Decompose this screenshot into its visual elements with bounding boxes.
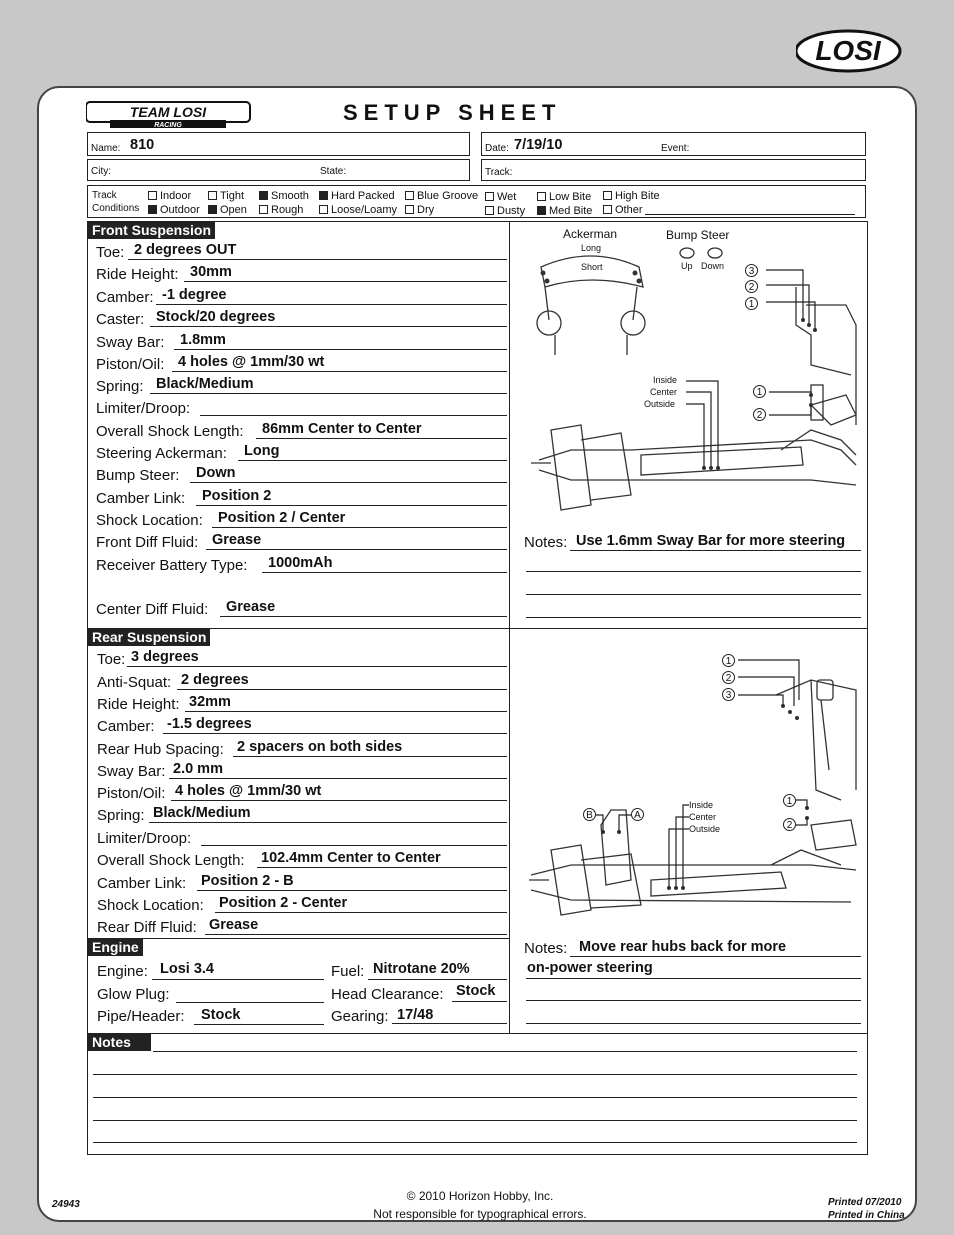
rear-diagram-art bbox=[511, 640, 866, 930]
rear-row-line[interactable] bbox=[205, 934, 507, 935]
front-row-line[interactable] bbox=[206, 549, 507, 550]
rear-notes-line bbox=[526, 1023, 861, 1024]
engine-notes-divider bbox=[87, 1033, 868, 1034]
rear-row-label: Spring: bbox=[97, 807, 145, 824]
rear-row-label: Rear Hub Spacing: bbox=[97, 741, 224, 758]
rear-row-value: 2 spacers on both sides bbox=[237, 739, 403, 755]
condition-option[interactable] bbox=[603, 190, 660, 202]
conditions-label-2: Conditions bbox=[92, 203, 140, 214]
city-label: City: bbox=[91, 166, 111, 177]
fuel-line bbox=[368, 979, 507, 980]
rear-row-value: 2 degrees bbox=[181, 672, 249, 688]
front-position-2-marker: 2 bbox=[745, 280, 758, 293]
copyright: © 2010 Horizon Hobby, Inc. bbox=[406, 1189, 554, 1203]
rear-engine-divider bbox=[87, 938, 509, 939]
svg-text:TEAM LOSI: TEAM LOSI bbox=[129, 104, 207, 120]
rear-row-label: Shock Location: bbox=[97, 897, 204, 914]
ackerman-short-label: Short bbox=[581, 262, 603, 272]
bump-steer-label: Bump Steer bbox=[666, 228, 730, 242]
front-row-line[interactable] bbox=[184, 281, 507, 282]
engine-label: Engine: bbox=[97, 963, 148, 980]
condition-option[interactable] bbox=[148, 190, 191, 202]
rear-row-label: Ride Height: bbox=[97, 696, 180, 713]
condition-option[interactable] bbox=[485, 205, 525, 217]
front-notes-value: Use 1.6mm Sway Bar for more steering bbox=[576, 533, 846, 549]
condition-option-label: Indoor bbox=[160, 190, 192, 202]
name-value: 810 bbox=[130, 137, 155, 153]
front-inside-label: Inside bbox=[653, 375, 678, 385]
bump-down-label: Down bbox=[701, 261, 725, 271]
rear-position-2-marker: 2 bbox=[722, 671, 735, 684]
front-row-value: Long bbox=[244, 443, 280, 459]
front-row-label: Camber Link: bbox=[96, 490, 186, 507]
rear-row-line[interactable] bbox=[127, 666, 507, 667]
rear-row-line[interactable] bbox=[233, 756, 507, 757]
front-row-value: Down bbox=[196, 465, 236, 481]
rear-row-label: Limiter/Droop: bbox=[97, 830, 192, 847]
front-row-label: Limiter/Droop: bbox=[96, 400, 191, 417]
ackerman-long-label: Long bbox=[581, 243, 602, 253]
front-row-label: Piston/Oil: bbox=[96, 356, 165, 373]
front-row-label: Overall Shock Length: bbox=[96, 423, 244, 440]
front-suspension-heading: Front Suspension bbox=[88, 222, 215, 239]
checkbox-icon[interactable] bbox=[405, 205, 414, 214]
condition-option[interactable] bbox=[148, 204, 200, 216]
checkbox-icon[interactable] bbox=[485, 192, 494, 201]
rear-row-label: Camber: bbox=[97, 718, 155, 735]
checkbox-checked-icon[interactable] bbox=[148, 205, 157, 214]
team-losi-logo bbox=[86, 100, 254, 130]
head-clearance-value: Stock bbox=[456, 983, 496, 999]
notes-line[interactable] bbox=[93, 1120, 857, 1121]
checkbox-checked-icon[interactable] bbox=[537, 206, 546, 215]
track-field[interactable] bbox=[481, 159, 866, 181]
front-center-label: Center bbox=[650, 387, 678, 397]
checkbox-icon[interactable] bbox=[259, 205, 268, 214]
front-notes-line bbox=[570, 550, 861, 551]
state-label: State: bbox=[320, 166, 347, 177]
rear-row-label: Piston/Oil: bbox=[97, 785, 166, 802]
name-label: Name: bbox=[91, 143, 121, 154]
front-row-value: Black/Medium bbox=[156, 376, 254, 392]
event-label: Event: bbox=[661, 143, 690, 154]
checkbox-icon[interactable] bbox=[148, 191, 157, 200]
ackerman-label: Ackerman bbox=[563, 227, 618, 241]
checkbox-checked-icon[interactable] bbox=[319, 191, 328, 200]
rear-row-value: 3 degrees bbox=[131, 649, 199, 665]
front-row-line[interactable] bbox=[196, 505, 507, 506]
gearing-label: Gearing: bbox=[331, 1008, 389, 1025]
rear-row-value: 4 holes @ 1mm/30 wt bbox=[175, 783, 322, 799]
front-position-1-marker: 1 bbox=[745, 297, 758, 310]
condition-option-label: Outdoor bbox=[160, 204, 200, 216]
rear-row-label: Overall Shock Length: bbox=[97, 852, 245, 869]
front-row-label: Shock Location: bbox=[96, 512, 203, 529]
condition-option[interactable] bbox=[319, 204, 397, 216]
notes-line[interactable] bbox=[93, 1142, 857, 1143]
bump-up-label: Up bbox=[681, 261, 693, 271]
rear-row-line[interactable] bbox=[163, 733, 507, 734]
condition-option-label: Blue Groove bbox=[417, 190, 479, 202]
losi-logo bbox=[796, 28, 906, 74]
rear-camber-b-marker: B bbox=[583, 808, 596, 821]
condition-option[interactable] bbox=[537, 191, 591, 203]
rear-row-line[interactable] bbox=[257, 867, 507, 868]
front-row-label: Receiver Battery Type: bbox=[96, 557, 248, 574]
front-row-label: Center Diff Fluid: bbox=[96, 601, 209, 618]
checkbox-icon[interactable] bbox=[208, 191, 217, 200]
front-row-line[interactable] bbox=[128, 259, 507, 260]
rear-center-label: Center bbox=[689, 812, 717, 822]
front-row-value: 1000mAh bbox=[268, 555, 333, 571]
condition-option[interactable] bbox=[405, 204, 434, 216]
condition-option[interactable] bbox=[485, 191, 516, 203]
front-row-value: 1.8mm bbox=[180, 332, 226, 348]
front-outside-label: Outside bbox=[644, 399, 676, 409]
rear-row-label: Rear Diff Fluid: bbox=[97, 919, 197, 936]
rear-notes-value-2: on-power steering bbox=[527, 960, 653, 976]
notes-line[interactable] bbox=[93, 1097, 857, 1098]
rear-row-value: Grease bbox=[209, 917, 259, 933]
front-position-3-marker: 3 bbox=[745, 264, 758, 277]
front-row-label: Spring: bbox=[96, 378, 144, 395]
condition-option[interactable] bbox=[259, 204, 303, 216]
condition-option[interactable] bbox=[208, 190, 244, 202]
rear-row-value: 102.4mm Center to Center bbox=[261, 850, 441, 866]
front-row-line[interactable] bbox=[256, 438, 507, 439]
condition-option[interactable] bbox=[208, 204, 247, 216]
front-row-label: Sway Bar: bbox=[96, 334, 165, 351]
glow-plug-label: Glow Plug: bbox=[97, 986, 170, 1003]
condition-option-label: Wet bbox=[497, 191, 517, 203]
rear-suspension-diagram bbox=[511, 640, 866, 930]
fuel-label: Fuel: bbox=[331, 963, 365, 980]
front-row-line[interactable] bbox=[200, 415, 507, 416]
front-row-label: Toe: bbox=[96, 244, 125, 261]
front-row-line[interactable] bbox=[220, 616, 507, 617]
notes-heading: Notes bbox=[88, 1034, 151, 1051]
condition-option[interactable] bbox=[259, 190, 309, 202]
rear-row-value: 32mm bbox=[189, 694, 231, 710]
date-label: Date: bbox=[485, 143, 509, 154]
engine-line bbox=[152, 979, 324, 980]
front-notes-line bbox=[526, 571, 861, 572]
head-clearance-label: Head Clearance: bbox=[331, 986, 444, 1003]
condition-option-label: Loose/Loamy bbox=[331, 204, 398, 216]
front-row-label: Camber: bbox=[96, 289, 154, 306]
notes-line[interactable] bbox=[93, 1074, 857, 1075]
rear-row-line[interactable] bbox=[177, 689, 507, 690]
printed-date: Printed 07/2010 bbox=[828, 1197, 902, 1208]
checkbox-icon[interactable] bbox=[603, 205, 612, 214]
svg-text:LOSI: LOSI bbox=[815, 35, 881, 66]
condition-option-label: Hard Packed bbox=[331, 190, 395, 202]
printed-in: Printed in China bbox=[828, 1210, 905, 1221]
rear-shock-1-marker: 1 bbox=[783, 794, 796, 807]
rear-outside-label: Outside bbox=[689, 824, 721, 834]
condition-option[interactable] bbox=[537, 205, 592, 217]
rear-row-label: Sway Bar: bbox=[97, 763, 166, 780]
front-notes-line bbox=[526, 617, 861, 618]
front-row-value: Grease bbox=[212, 532, 262, 548]
rear-notes-line bbox=[526, 1000, 861, 1001]
rear-notes-label: Notes: bbox=[524, 940, 568, 957]
condition-option-label: Rough bbox=[271, 204, 304, 216]
checkbox-icon[interactable] bbox=[603, 191, 612, 200]
condition-option-label: Dry bbox=[417, 204, 435, 216]
rear-shock-2-marker: 2 bbox=[783, 818, 796, 831]
rear-row-line[interactable] bbox=[197, 890, 507, 891]
rear-row-label: Camber Link: bbox=[97, 875, 187, 892]
glow-plug-line bbox=[176, 1002, 324, 1003]
rear-row-line[interactable] bbox=[201, 845, 507, 846]
condition-option[interactable] bbox=[405, 190, 478, 202]
checkbox-icon[interactable] bbox=[537, 192, 546, 201]
rear-notes-line bbox=[570, 956, 861, 957]
front-shock-2-marker: 2 bbox=[753, 408, 766, 421]
front-row-label: Steering Ackerman: bbox=[96, 445, 227, 462]
checkbox-checked-icon[interactable] bbox=[259, 191, 268, 200]
front-row-label: Front Diff Fluid: bbox=[96, 534, 199, 551]
front-row-line[interactable] bbox=[174, 349, 507, 350]
rear-row-value: Black/Medium bbox=[153, 805, 251, 821]
pipe-header-value: Stock bbox=[201, 1007, 241, 1023]
front-notes-line bbox=[526, 594, 861, 595]
rear-row-line[interactable] bbox=[149, 822, 507, 823]
condition-option-label: Dusty bbox=[497, 205, 526, 217]
condition-option-label: Other bbox=[615, 204, 643, 216]
front-row-value: Position 2 bbox=[202, 488, 272, 504]
track-label: Track: bbox=[485, 167, 513, 178]
date-value: 7/19/10 bbox=[514, 137, 563, 153]
front-row-value: 30mm bbox=[190, 264, 232, 280]
condition-option-label: Smooth bbox=[271, 190, 309, 202]
rear-position-1-marker: 1 bbox=[722, 654, 735, 667]
rear-row-line[interactable] bbox=[185, 711, 507, 712]
front-row-line[interactable] bbox=[262, 572, 507, 573]
front-row-label: Ride Height: bbox=[96, 266, 179, 283]
rear-suspension-heading: Rear Suspension bbox=[88, 629, 210, 646]
rear-row-line[interactable] bbox=[169, 778, 507, 779]
rear-row-label: Toe: bbox=[97, 651, 126, 668]
front-row-line[interactable] bbox=[190, 482, 507, 483]
front-row-line[interactable] bbox=[150, 326, 507, 327]
front-suspension-diagram bbox=[511, 225, 866, 530]
condition-option-label: Low Bite bbox=[549, 191, 592, 203]
front-row-value: Stock/20 degrees bbox=[156, 309, 276, 325]
engine-heading: Engine bbox=[88, 939, 143, 956]
sheet-title: SETUP SHEET bbox=[343, 100, 562, 125]
rear-row-value: Position 2 - Center bbox=[219, 895, 348, 911]
rear-notes-value-1: Move rear hubs back for more bbox=[579, 939, 787, 955]
condition-option[interactable] bbox=[603, 204, 643, 216]
front-notes-label: Notes: bbox=[524, 534, 568, 551]
condition-option[interactable] bbox=[319, 190, 395, 202]
front-row-value: 2 degrees OUT bbox=[134, 242, 237, 258]
rear-row-line[interactable] bbox=[215, 912, 507, 913]
front-row-value: -1 degree bbox=[162, 287, 227, 303]
disclaimer: Not responsible for typographical errors. bbox=[373, 1207, 587, 1221]
fuel-value: Nitrotane 20% bbox=[373, 961, 470, 977]
front-row-value: Grease bbox=[226, 599, 276, 615]
rear-row-label: Anti-Squat: bbox=[97, 674, 172, 691]
checkbox-checked-icon[interactable] bbox=[208, 205, 217, 214]
checkbox-icon[interactable] bbox=[485, 206, 494, 215]
rear-position-3-marker: 3 bbox=[722, 688, 735, 701]
front-row-line[interactable] bbox=[172, 371, 507, 372]
part-number: 24943 bbox=[52, 1199, 80, 1210]
rear-row-value: Position 2 - B bbox=[201, 873, 294, 889]
rear-row-value: 2.0 mm bbox=[173, 761, 223, 777]
pipe-header-label: Pipe/Header: bbox=[97, 1008, 185, 1025]
front-row-line[interactable] bbox=[150, 393, 507, 394]
rear-camber-a-marker: A bbox=[631, 808, 644, 821]
svg-text:RACING: RACING bbox=[154, 122, 182, 129]
rear-inside-label: Inside bbox=[689, 800, 714, 810]
other-line bbox=[645, 214, 855, 215]
condition-option-label: Open bbox=[220, 204, 247, 216]
front-row-label: Bump Steer: bbox=[96, 467, 180, 484]
gearing-value: 17/48 bbox=[397, 1007, 434, 1023]
engine-value: Losi 3.4 bbox=[160, 961, 214, 977]
front-row-value: 4 holes @ 1mm/30 wt bbox=[178, 354, 325, 370]
front-row-line[interactable] bbox=[156, 304, 507, 305]
front-shock-1-marker: 1 bbox=[753, 385, 766, 398]
notes-line[interactable] bbox=[153, 1051, 857, 1052]
condition-option-label: Med Bite bbox=[549, 205, 593, 217]
head-clearance-line bbox=[452, 1001, 507, 1002]
front-row-label: Caster: bbox=[96, 311, 145, 328]
front-row-line[interactable] bbox=[238, 460, 507, 461]
front-row-value: Position 2 / Center bbox=[218, 510, 346, 526]
pipe-header-line bbox=[194, 1024, 324, 1025]
rear-row-line[interactable] bbox=[171, 800, 507, 801]
checkbox-icon[interactable] bbox=[405, 191, 414, 200]
condition-option-label: High Bite bbox=[615, 190, 660, 202]
checkbox-icon[interactable] bbox=[319, 205, 328, 214]
city-state-field[interactable] bbox=[87, 159, 470, 181]
gearing-line bbox=[392, 1023, 507, 1024]
rear-notes-line bbox=[526, 978, 861, 979]
rear-row-value: -1.5 degrees bbox=[167, 716, 252, 732]
conditions-label-1: Track bbox=[92, 190, 117, 201]
front-row-value: 86mm Center to Center bbox=[262, 421, 422, 437]
front-row-line[interactable] bbox=[212, 527, 507, 528]
condition-option-label: Tight bbox=[220, 190, 245, 202]
